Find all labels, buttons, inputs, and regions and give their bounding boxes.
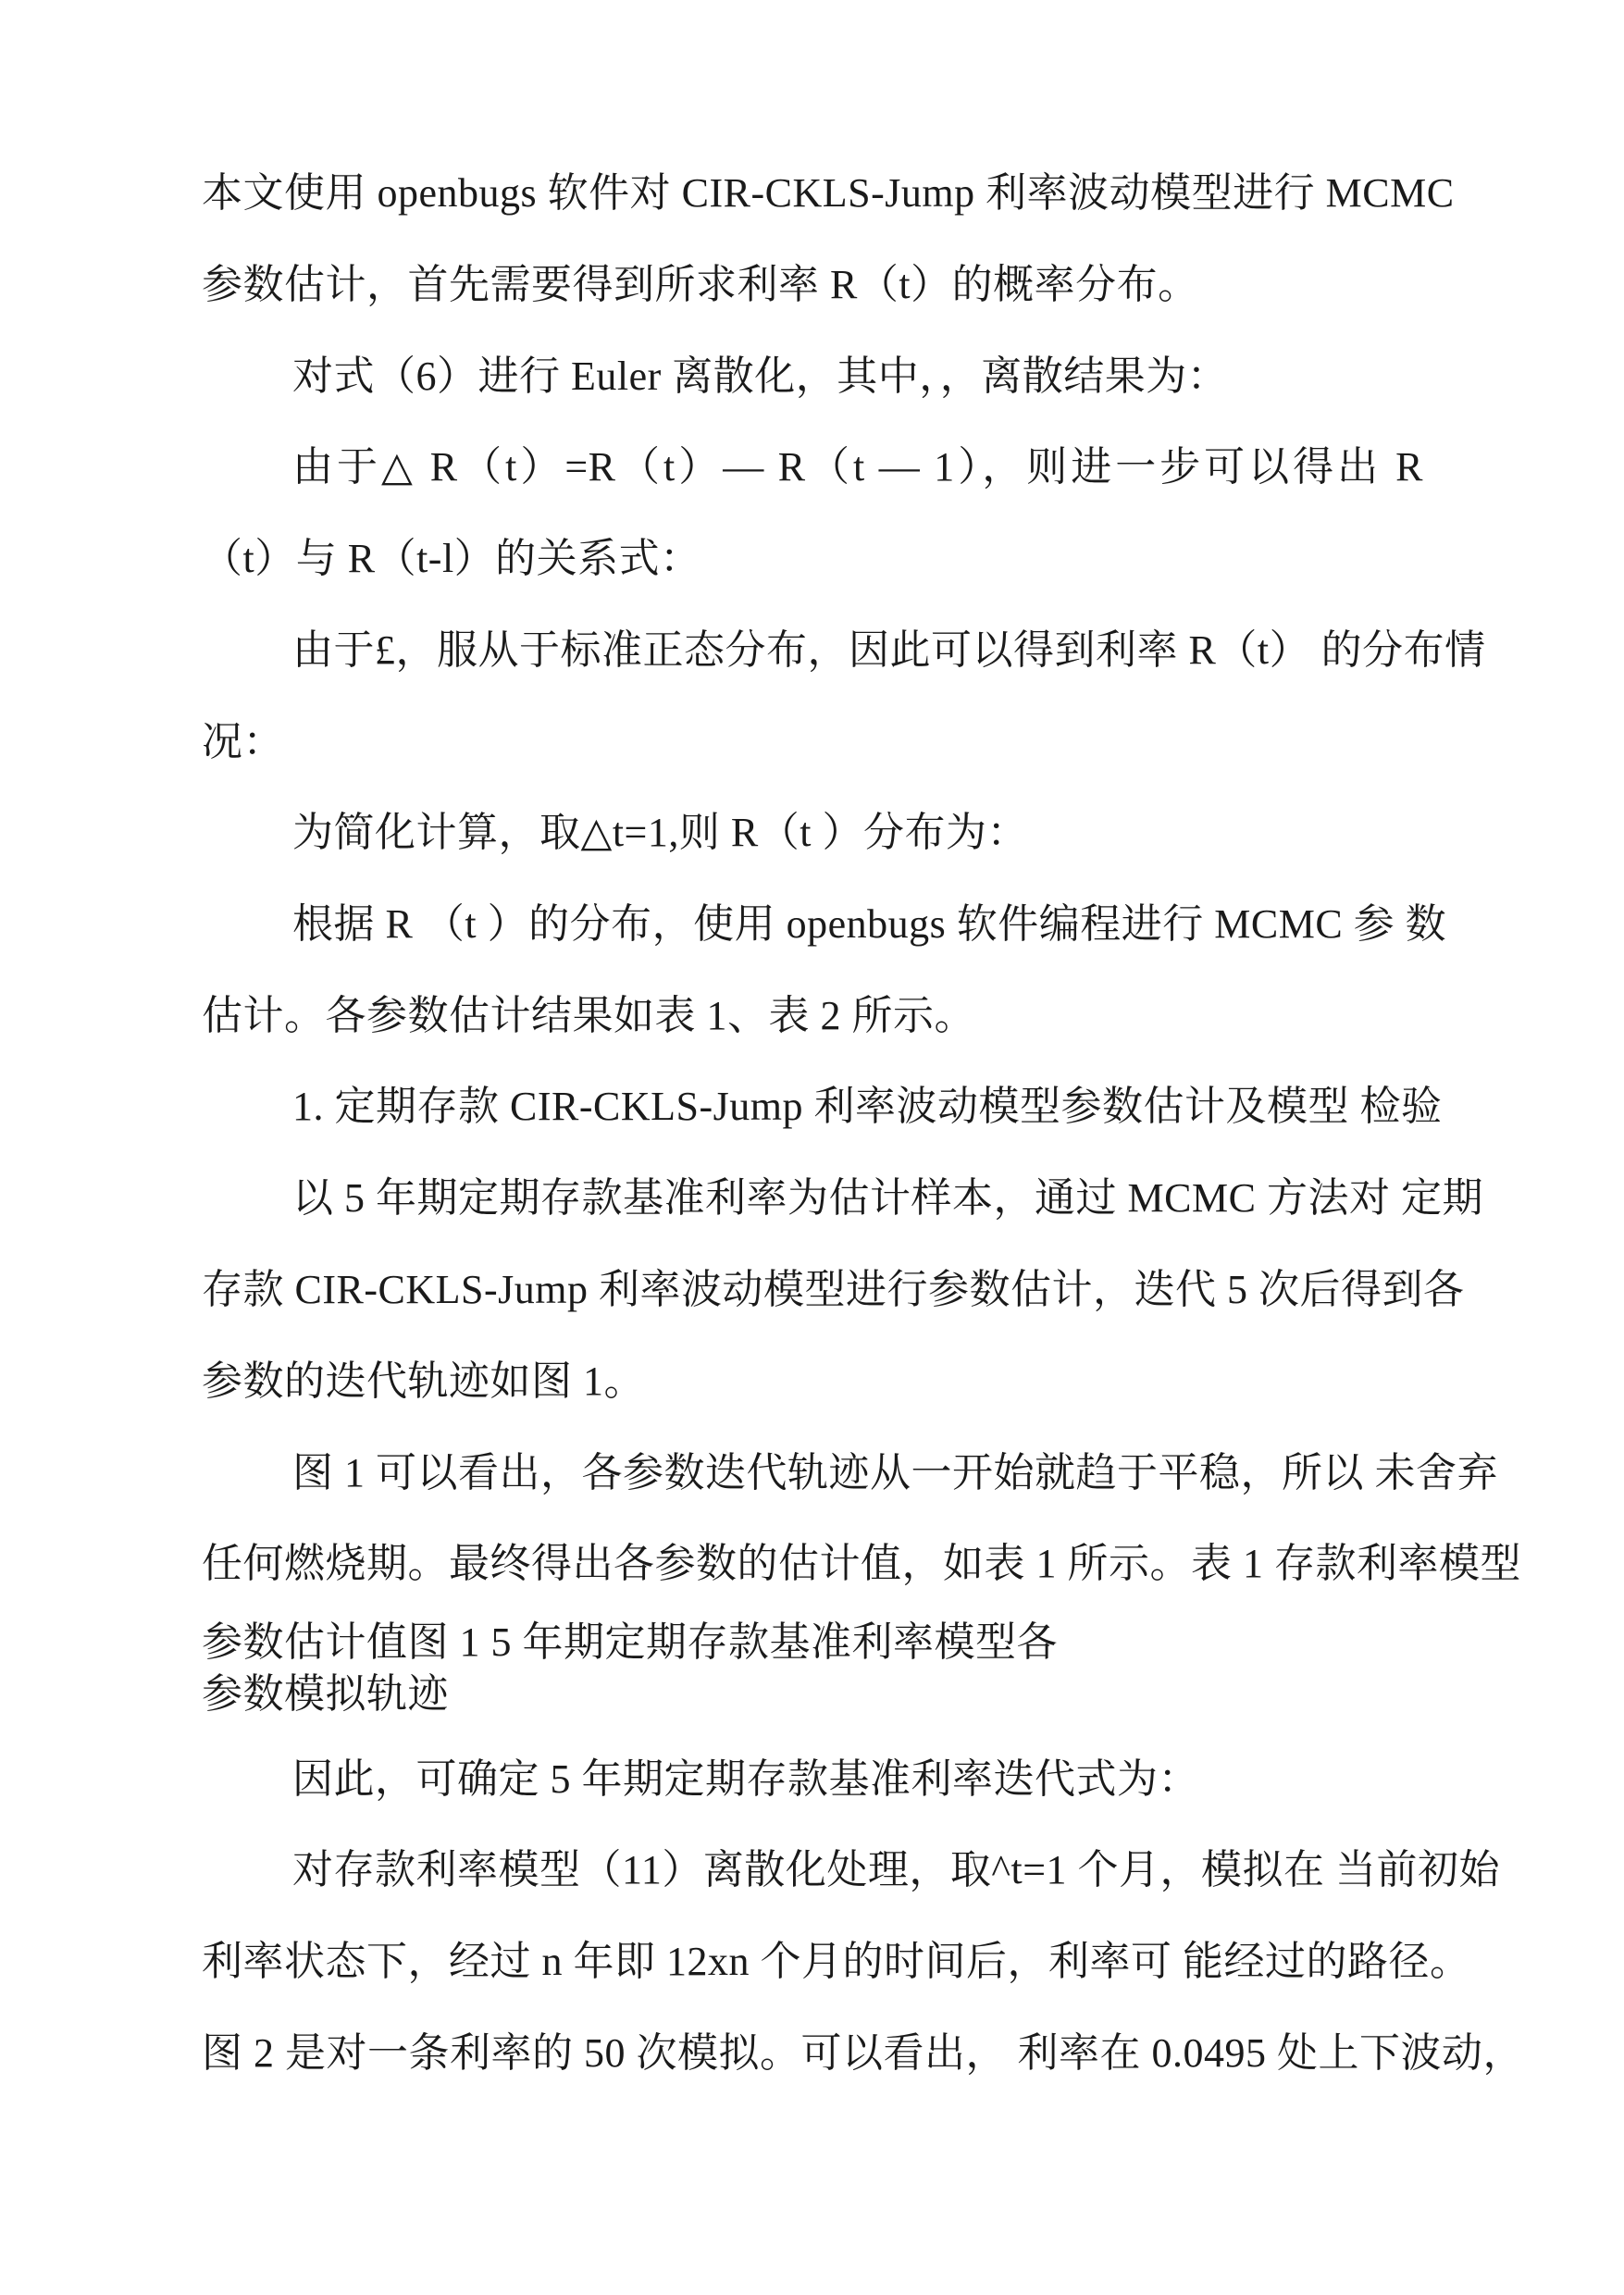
text-line: 图 1 可以看出，各参数迭代轨迹从一开始就趋于平稳，所以 未舍弃 xyxy=(292,1450,1498,1495)
text-line: 由于£，服从于标准正态分布，因此可以得到利率 R（t） 的分布情 xyxy=(292,627,1486,673)
text-line: 参数估计值图 1 5 年期定期存款基准利率模型各 xyxy=(202,1619,1058,1665)
text-line: 图 2 是对一条利率的 50 次模拟。可以看出， 利率在 0.0495 处上下波动， xyxy=(202,2030,1524,2076)
text-line: 参数模拟轨迹 xyxy=(202,1671,449,1717)
text-line: 以 5 年期定期存款基准利率为估计样本，通过 MCMC 方法对 定期 xyxy=(292,1175,1483,1221)
text-line: 由于△ R（t）=R（t）— R（t — 1），则进一步可以得出 R xyxy=(292,444,1423,490)
text-line: 任何燃烧期。最终得出各参数的估计值，如表 1 所示。表 1 存款利率模型 xyxy=(202,1541,1521,1586)
text-line: 利率状态下，经过 n 年即 12xn 个月的时间后，利率可 能经过的路径。 xyxy=(202,1939,1471,1984)
section-heading: 1. 定期存款 CIR-CKLS-Jump 利率波动模型参数估计及模型 检验 xyxy=(292,1084,1443,1129)
text-line: 因此，可确定 5 年期定期存款基准利率迭代式为： xyxy=(292,1756,1199,1802)
text-line: 参数的迭代轨迹如图 1。 xyxy=(202,1358,645,1404)
text-line: 估计。各参数估计结果如表 1、表 2 所示。 xyxy=(202,993,975,1038)
text-line: 参数估计，首先需要得到所求利率 R（t）的概率分布。 xyxy=(202,262,1199,307)
text-line: 根据 R （t ）的分布，使用 openbugs 软件编程进行 MCMC 参 数 xyxy=(292,901,1447,947)
text-line: 对存款利率模型（11）离散化处理，取^t=1 个月，模拟在 当前初始 xyxy=(292,1847,1501,1892)
text-line: 存款 CIR-CKLS-Jump 利率波动模型进行参数估计，迭代 5 次后得到各 xyxy=(202,1267,1465,1312)
text-line: （t）与 R（t-l）的关系式： xyxy=(202,536,701,581)
text-line: 对式（6）进行 Euler 离散化，其中，，离散结果为： xyxy=(292,354,1229,399)
text-line: 况： xyxy=(202,719,284,764)
text-line: 本文使用 openbugs 软件对 CIR-CKLS-Jump 利率波动模型进行 MCMC xyxy=(202,170,1455,216)
text-line: 为简化计算，取△t=1,则 R（t ）分布为： xyxy=(292,810,1028,855)
